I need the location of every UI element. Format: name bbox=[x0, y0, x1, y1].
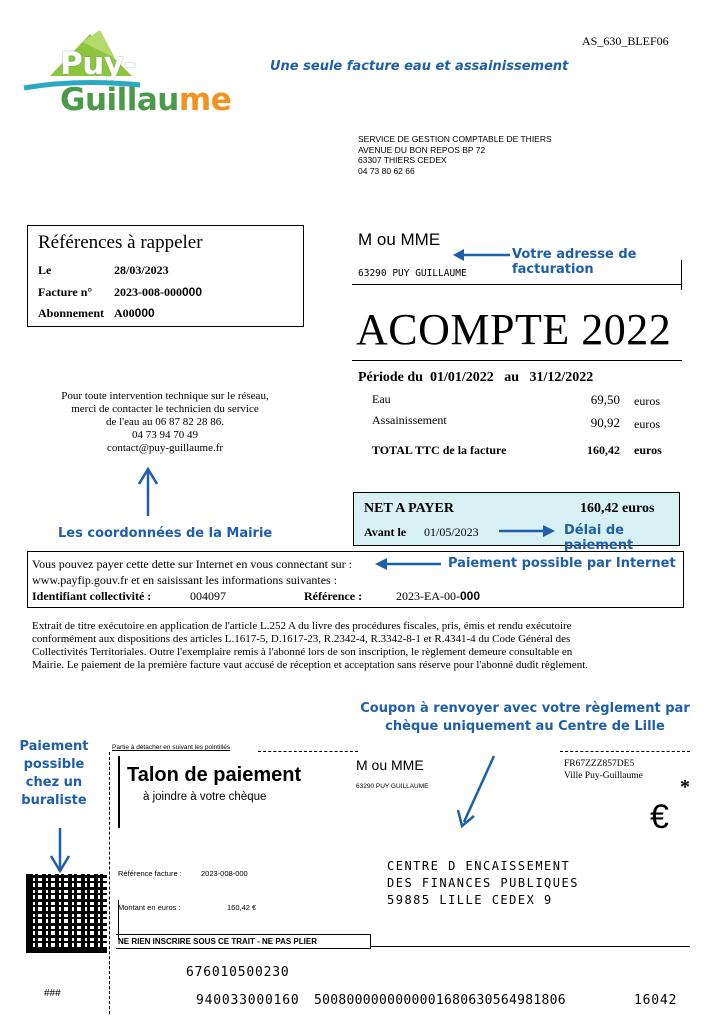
detach-line bbox=[560, 751, 690, 752]
references-box bbox=[27, 225, 304, 327]
talon-name: M ou MME bbox=[356, 757, 424, 773]
ref-le-label: Le bbox=[38, 263, 52, 277]
line-assainissement-unit: euros bbox=[634, 417, 660, 431]
recipient-city: 63290 PUY GUILLAUME bbox=[358, 268, 467, 279]
contact-line: de l'eau au 06 87 82 28 86. bbox=[105, 416, 225, 428]
payfip-id-label: Identifiant collectivité : bbox=[32, 589, 152, 603]
talon-ref-value: 2023-008-000 bbox=[201, 869, 248, 878]
talon-star: * bbox=[680, 776, 690, 798]
payfip-line2: www.payfip.gouv.fr et en saisissant les informations suivantes : bbox=[32, 573, 338, 587]
ref-facture-value: 2023-008-000000 bbox=[114, 285, 203, 299]
title-underline bbox=[352, 360, 682, 361]
detach-label: Partie à détacher en suivant les pointillés bbox=[112, 744, 231, 751]
talon-title: Talon de paiement bbox=[127, 764, 302, 786]
arrow-up-icon bbox=[136, 466, 160, 518]
arrow-left-icon bbox=[373, 557, 443, 571]
ref-abonnement-value: A00000 bbox=[114, 306, 155, 320]
payfip-ref-value: 2023-EA-00-000 bbox=[396, 589, 481, 603]
mairie-contact bbox=[20, 390, 310, 455]
talon-city: 63290 PUY GUILLAUME bbox=[356, 783, 429, 790]
arrow-right-icon bbox=[497, 524, 557, 538]
recipient-name: M ou MME bbox=[358, 230, 441, 249]
contact-line: Pour toute intervention technique sur le réseau, bbox=[61, 390, 269, 402]
logo-text-me: me bbox=[178, 82, 232, 118]
note-mairie: Les coordonnées de la Mairie bbox=[58, 526, 273, 541]
line-total-unit: euros bbox=[634, 443, 662, 457]
encaissement-address: CENTRE D ENCAISSEMENT DES FINANCES PUBLIQUES 59885 LILLE CEDEX 9 bbox=[387, 859, 579, 907]
payfip-line1: Vous pouvez payer cette dette sur Internet en vous connectant sur : bbox=[32, 557, 353, 571]
logo-text-puy: Puy- bbox=[60, 46, 136, 82]
service-address bbox=[358, 134, 552, 176]
note-coupon: Coupon à renvoyer avec votre règlement par chèque uniquement au Centre de Lille bbox=[360, 701, 690, 734]
ref-le-value: 28/03/2023 bbox=[114, 263, 169, 277]
references-title: Références à rappeler bbox=[38, 232, 203, 253]
service-line: 04 73 80 62 66 bbox=[358, 165, 415, 176]
hash-mark: ### bbox=[44, 988, 61, 999]
talon-montant-label: Montant en euros : bbox=[118, 903, 181, 912]
logo-text-guillau: Guillau bbox=[60, 82, 179, 118]
note-billing-address: Votre adresse de facturation bbox=[512, 247, 637, 277]
talon-montant-value: 160,42 € bbox=[227, 903, 257, 912]
arrow-down-icon bbox=[48, 826, 72, 874]
talon-creditor-id: FR67ZZZ857DE5 bbox=[564, 759, 635, 769]
line-total-amount: 160,42 bbox=[587, 443, 620, 457]
payfip-id-value: 004097 bbox=[190, 589, 226, 603]
payfip-ref-label: Référence : bbox=[304, 589, 363, 603]
slogan: Une seule facture eau et assainissement bbox=[270, 59, 569, 74]
talon-ref-label: Référence facture : bbox=[118, 869, 182, 878]
arrow-down-icon bbox=[452, 752, 502, 832]
line-eau-unit: euros bbox=[634, 394, 660, 408]
datamatrix-code bbox=[26, 874, 107, 953]
net-label: NET A PAYER bbox=[364, 501, 454, 516]
avant-value: 01/05/2023 bbox=[424, 525, 479, 539]
line-assainissement-label: Assainissement bbox=[372, 413, 447, 427]
service-line: SERVICE DE GESTION COMPTABLE DE THIERS bbox=[358, 134, 552, 144]
note-buraliste: Paiement possible chez un buraliste bbox=[19, 739, 89, 808]
net-amount: 160,42 euros bbox=[580, 501, 655, 516]
address-frame-bracket bbox=[681, 260, 682, 290]
contact-email[interactable]: contact@puy-guillaume.fr bbox=[106, 442, 224, 454]
line-assainissement-amount: 90,92 bbox=[590, 415, 620, 430]
ref-abonnement-label: Abonnement bbox=[38, 306, 105, 320]
legal-text: Extrait de titre exécutoire en application de l'article L.252 A du livre des procédures fiscales, pris, émis et rendu exécutoire conformément aux dispositions des articles L.1617-5, D.1617-23, R.2342-4, R.3342-8-1 et R.4341-4 du Code Général des Collectivités Territoriales. Outre l'exemplaire remis à l'abonné lors de son inscription, le règlement demeure consultable en Mairie. Le paiement de la première facture vaut accusé de réception et acceptation sans réserve pour l'abonné dudit règlement. bbox=[32, 620, 588, 671]
optical-line-3: 5008000000000001680630564981806 bbox=[314, 993, 566, 1008]
avant-label: Avant le bbox=[364, 525, 407, 539]
detach-line-vertical bbox=[109, 752, 110, 1014]
note-internet: Paiement possible par Internet bbox=[448, 556, 676, 571]
service-line: AVENUE DU BON REPOS BP 72 bbox=[358, 144, 486, 155]
service-line: 63307 THIERS CEDEX bbox=[358, 155, 447, 165]
document-code: AS_630_BLEF06 bbox=[582, 34, 669, 48]
address-frame-bracket bbox=[352, 284, 682, 285]
optical-line-2: 940033000160 bbox=[196, 993, 300, 1008]
contact-line: 04 73 94 70 49 bbox=[132, 429, 198, 441]
talon-subtitle: à joindre à votre chèque bbox=[143, 791, 267, 803]
talon-creditor-name: Ville Puy-Guillaume bbox=[564, 771, 643, 781]
line-eau-amount: 69,50 bbox=[590, 392, 620, 407]
line-eau-label: Eau bbox=[372, 392, 391, 406]
arrow-left-icon bbox=[452, 248, 512, 262]
logo bbox=[20, 28, 260, 118]
no-write-warning: NE RIEN INSCRIRE SOUS CE TRAIT - NE PAS PLIER bbox=[116, 934, 371, 949]
periode: Période du 01/01/2022 au 31/12/2022 bbox=[358, 370, 594, 385]
line-total-label: TOTAL TTC de la facture bbox=[372, 443, 507, 457]
contact-line: merci de contacter le technicien du service bbox=[71, 403, 259, 415]
ref-facture-label: Facture n° bbox=[38, 285, 93, 299]
no-write-line bbox=[370, 946, 690, 947]
optical-line-1: 676010500230 bbox=[186, 965, 290, 980]
detach-line bbox=[258, 751, 358, 752]
talon-bracket bbox=[118, 756, 120, 828]
invoice-title: ACOMPTE 2022 bbox=[356, 305, 672, 354]
optical-line-4: 16042 bbox=[634, 993, 678, 1008]
payfip-box bbox=[27, 551, 684, 608]
euro-icon: € bbox=[650, 798, 669, 836]
note-deadline: Délai de paiement bbox=[564, 523, 634, 553]
net-a-payer-box bbox=[353, 492, 680, 553]
